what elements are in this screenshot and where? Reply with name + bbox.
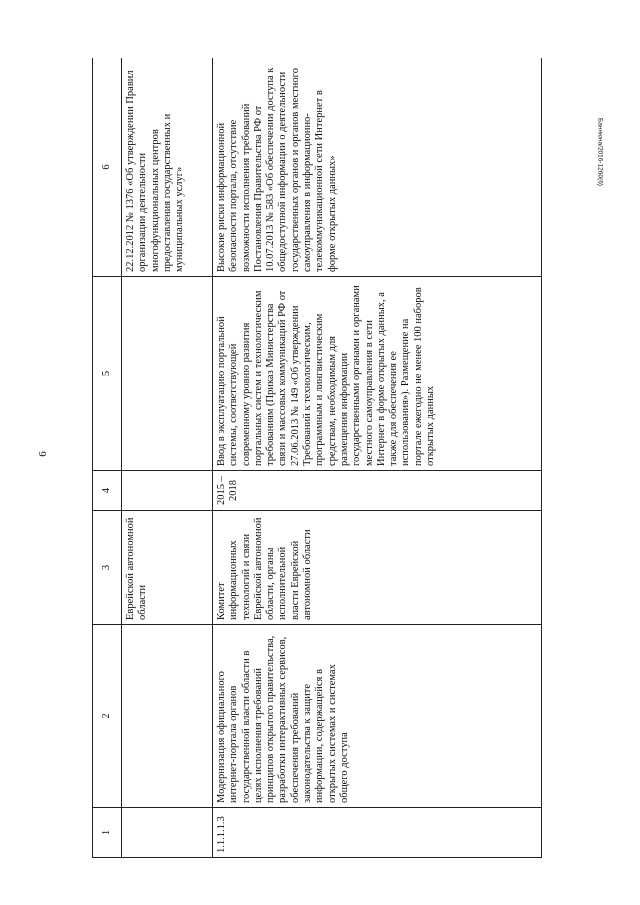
header-col-5: 5 bbox=[93, 277, 122, 471]
cell-period bbox=[122, 471, 213, 511]
header-col-6: 6 bbox=[93, 58, 122, 277]
document-code bbox=[591, 72, 609, 232]
cell-activity: Модернизация официального интернет-портала органов государственной власти области в целях исполнения требований принципов открытого правительства, разработки интерактивных сервисов, обеспечения требований законодательства к защите информации, содержащейся в открытых системах и системах общего доступа bbox=[213, 625, 542, 808]
header-col-3: 3 bbox=[93, 511, 122, 625]
cell-number bbox=[122, 808, 213, 858]
table-row bbox=[213, 58, 542, 858]
cell-executor: Комитет информационных технологий и связи Еврейской автономной области, органы исполнительной власти Еврейской автономной области bbox=[213, 511, 542, 625]
rotated-table-area bbox=[92, 58, 552, 858]
cell-result: Ввод в эксплуатацию портальной системы, соответствующей современному уровню развития портальных систем и технологическим требованиям (Приказ Министерства связи и массовых коммуникаций РФ от 27.06.2013 № 149 «Об утверждении Требований к технологическим, программным и лингвистическим средствам, необходимым для размещения информации государственными органами и органами местного самоуправления в сети Интернет в форме открытых данных, а также для обеспечения ее использования»). Размещение на портале ежегодно не менее 100 наборов открытых данных bbox=[213, 277, 542, 471]
table-row bbox=[122, 58, 213, 858]
page-number: 6 bbox=[36, 451, 49, 457]
header-col-2: 2 bbox=[93, 625, 122, 808]
cell-risks: Высокие риски информационной безопасности портала, отсутствие возможности исполнения требований Постановления Правительства РФ от 10.07.2013 № 583 «Об обеспечении доступа к общедоступной информации о деятельности государственных органов и органов местного самоуправления в информационно-телекоммуникационной сети Интернет в форме открытых данных» bbox=[213, 58, 542, 277]
cell-activity bbox=[122, 625, 213, 808]
table-container bbox=[92, 58, 552, 858]
header-row bbox=[93, 58, 122, 858]
cell-result bbox=[122, 277, 213, 471]
header-col-4: 4 bbox=[93, 471, 122, 511]
activity-table bbox=[92, 58, 542, 858]
header-col-1: 1 bbox=[93, 808, 122, 858]
cell-executor: Еврейской автономной области bbox=[122, 511, 213, 625]
cell-period: 2015 – 2018 bbox=[213, 471, 542, 511]
cell-risks: 22.12.2012 № 1376 «Об утверждении Правил организации деятельности многофункциональных центров предоставления государственных и муниципальных услуг» bbox=[122, 58, 213, 277]
cell-number: 1.1.1.1.3 bbox=[213, 808, 542, 858]
document-code-text: Баннюна/2016-1260(6) bbox=[596, 118, 604, 186]
